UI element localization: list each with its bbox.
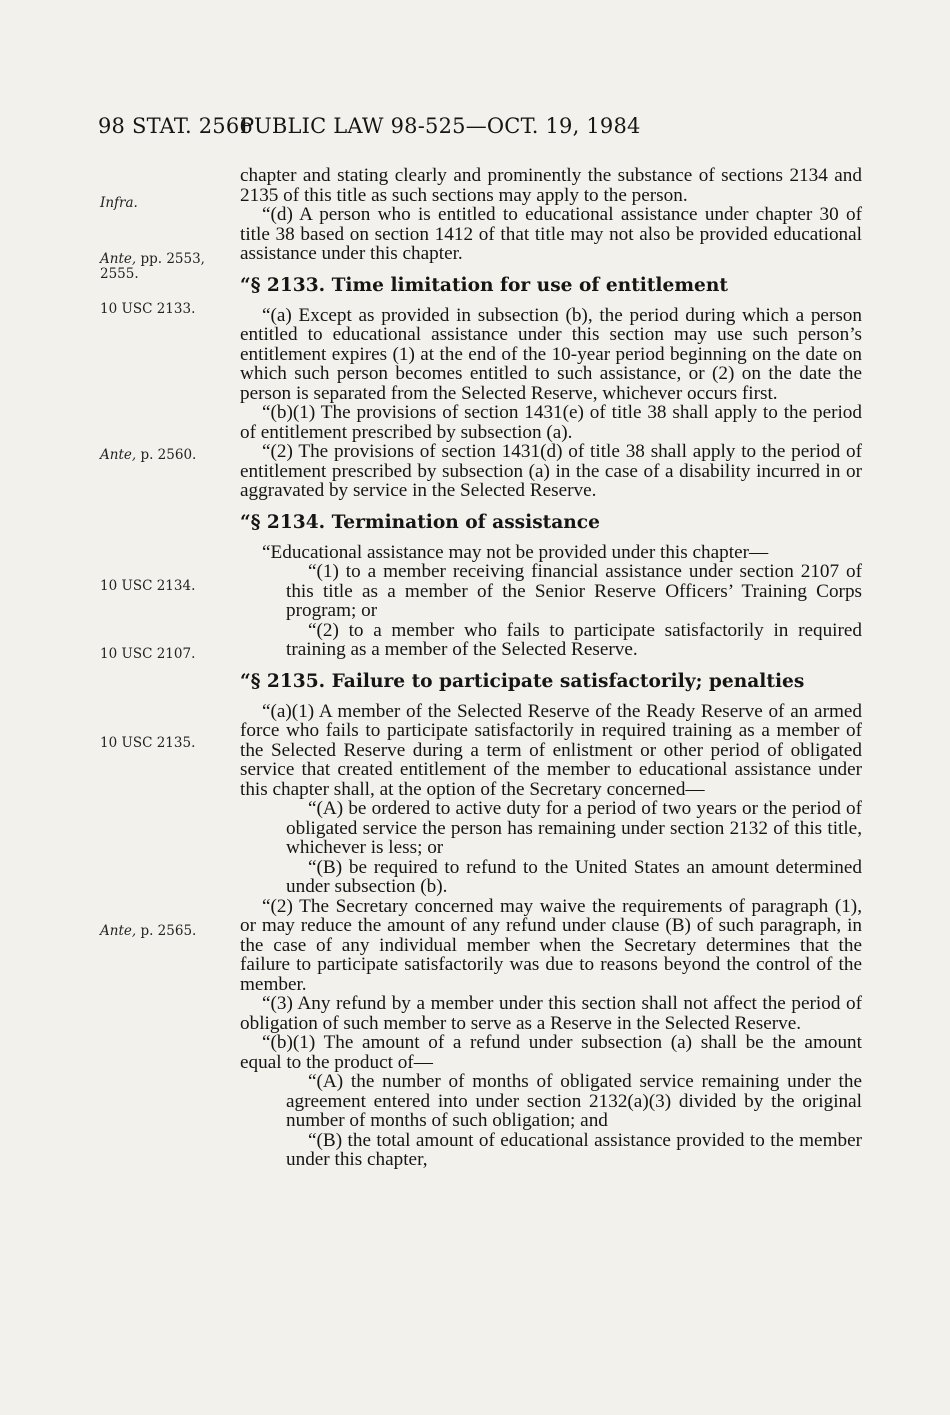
- paragraph: “(a) Except as provided in subsection (b), the period during which a person entitled to educational assistance under this section may use such person’s entitlement expires (1) at the end of the 10-year period beginning on the date on which such person becomes entitled to such assistance, or (2) on the date the person is separated from the Selected Reserve, whichever occurs first.: [240, 304, 862, 404]
- paragraph: “(a)(1) A member of the Selected Reserve of the Ready Reserve of an armed force who fails to participate satisfactorily in required training as a member of the Selected Reserve during a term of enlistment or other period of obligated service that created entitlement of the member to educational assistance under this chapter shall, at the option of the Secretary concerned—: [240, 700, 862, 800]
- paragraph: “(B) be required to refund to the United States an amount determined under subsection (b).: [286, 856, 862, 897]
- public-law-title: PUBLIC LAW 98-525—OCT. 19, 1984: [240, 114, 641, 138]
- paragraph: “Educational assistance may not be provided under this chapter—: [262, 541, 769, 563]
- section-heading-2134: “§ 2134. Termination of assistance: [240, 511, 600, 533]
- paragraph: “(A) be ordered to active duty for a period of two years or the period of obligated service the person has remaining under section 2132 of this title, whichever is less; or: [286, 798, 862, 858]
- paragraph: “(b)(1) The provisions of section 1431(e) of title 38 shall apply to the period of entitlement prescribed by subsection (a).: [240, 402, 862, 443]
- margin-note-10usc2107: 10 USC 2107.: [100, 646, 196, 662]
- margin-note-10usc2135: 10 USC 2135.: [100, 735, 196, 751]
- margin-note-10usc2134: 10 USC 2134.: [100, 578, 196, 594]
- paragraph: “(2) The Secretary concerned may waive the requirements of paragraph (1), or may reduce the amount of any refund under clause (B) of such paragraph, in the case of any individual member when the Secretary determines that the failure to participate satisfactorily was due to reasons beyond the control of the member.: [240, 895, 862, 995]
- paragraph: “(2) to a member who fails to participate satisfactorily in required training as a member of the Selected Reserve.: [286, 619, 862, 660]
- paragraph: “(3) Any refund by a member under this section shall not affect the period of obligation of such member to serve as a Reserve in the Selected Reserve.: [240, 993, 862, 1034]
- statute-text: [240, 166, 862, 1170]
- margin-note-ante-2565: Ante, p. 2565.: [100, 923, 197, 939]
- paragraph: “(1) to a member receiving financial assistance under section 2107 of this title as a member of the Senior Reserve Officers’ Training Corps program; or: [286, 561, 862, 621]
- paragraph: chapter and stating clearly and prominently the substance of sections 2134 and 2135 of this title as such sections may apply to the person.: [240, 165, 862, 206]
- margin-note-ante-2560: Ante, p. 2560.: [100, 447, 197, 463]
- margin-note-ante-2553: Ante, pp. 2553, 2555.: [100, 251, 205, 282]
- stat-page-number: 98 STAT. 2566: [98, 114, 253, 138]
- margin-note-10usc2133: 10 USC 2133.: [100, 301, 196, 317]
- paragraph: “(A) the number of months of obligated service remaining under the agreement entered into under section 2132(a)(3) divided by the original number of months of such obligation; and: [286, 1071, 862, 1131]
- margin-note-infra: Infra.: [100, 195, 138, 211]
- section-heading-2133: “§ 2133. Time limitation for use of entitlement: [240, 274, 728, 296]
- paragraph: “(2) The provisions of section 1431(d) of title 38 shall apply to the period of entitlement prescribed by subsection (a) in the case of a disability incurred in or aggravated by service in the Selected Reserve.: [240, 441, 862, 501]
- paragraph: “(B) the total amount of educational assistance provided to the member under this chapter,: [286, 1129, 862, 1170]
- paragraph: “(b)(1) The amount of a refund under subsection (a) shall be the amount equal to the product of—: [240, 1032, 862, 1073]
- section-heading-2135: “§ 2135. Failure to participate satisfactorily; penalties: [240, 670, 805, 692]
- paragraph: “(d) A person who is entitled to educational assistance under chapter 30 of title 38 based on section 1412 of that title may not also be provided educational assistance under this chapter.: [240, 204, 862, 264]
